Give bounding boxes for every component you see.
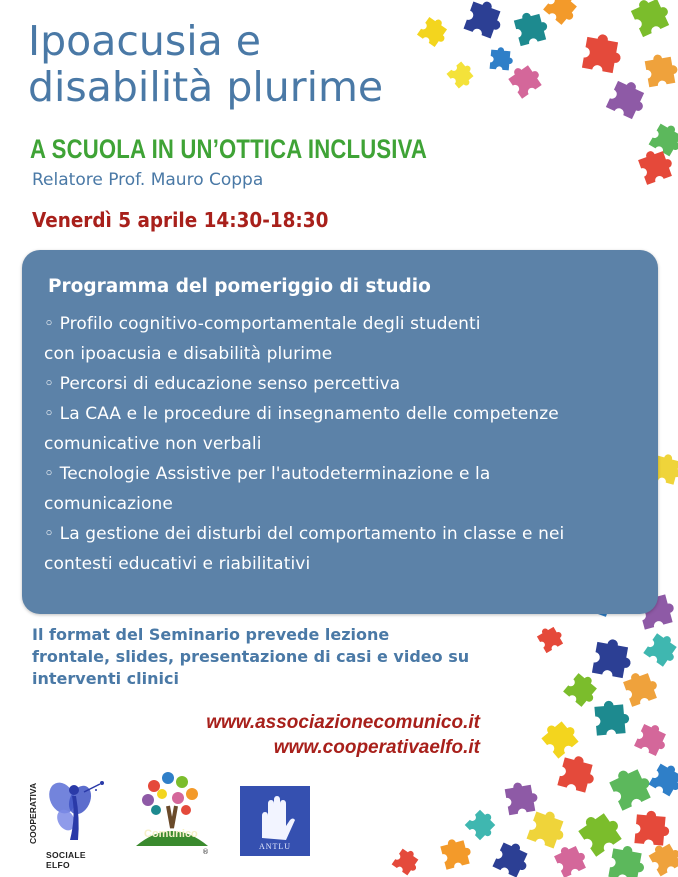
program-panel (22, 250, 658, 614)
program-line-8: ◦ La gestione dei disturbi del comportamento in classe e nei (44, 524, 565, 544)
program-list (44, 309, 640, 579)
comunico-wordmark: Comunico (144, 828, 198, 840)
website-links (180, 710, 480, 760)
format-line-3: interventi clinici (32, 669, 179, 688)
antlu-wordmark: ANTLU (258, 842, 292, 851)
title-line-1: Ipoacusia e (28, 17, 261, 65)
format-line-1: Il format del Seminario prevede lezione (32, 625, 390, 644)
program-line-5: comunicative non verbali (44, 434, 262, 454)
link-cooperativa-elfo[interactable]: www.cooperativaelfo.it (273, 737, 480, 758)
format-line-2: frontale, slides, presentazione di casi e video su (32, 647, 470, 666)
elfo-vertical-text: COOPERATIVA (28, 782, 38, 844)
link-associazione-comunico[interactable]: www.associazionecomunico.it (206, 712, 480, 733)
logo-antlu (240, 786, 310, 856)
registered-mark: ® (202, 848, 209, 856)
page-title (28, 18, 383, 110)
format-description (32, 624, 502, 690)
program-line-1: ◦ Profilo cognitivo-comportamentale degli studenti (44, 314, 481, 334)
program-line-9: contesti educativi e riabilitativi (44, 554, 311, 574)
speaker: Relatore Prof. Mauro Coppa (32, 170, 264, 190)
logo-comunico (132, 770, 212, 860)
puzzle-top-right (417, 0, 678, 185)
program-line-3: ◦ Percorsi di educazione senso percettiva (44, 374, 401, 394)
logo-cooperativa-elfo (28, 776, 108, 870)
tree-of-hands-icon (132, 770, 212, 860)
program-line-7: comunicazione (44, 494, 173, 514)
subtitle: A SCUOLA IN UN’OTTICA INCLUSIVA (30, 134, 428, 164)
event-date: Venerdì 5 aprile 14:30-18:30 (32, 208, 329, 232)
program-line-6: ◦ Tecnologie Assistive per l'autodeterminazione e la (44, 464, 491, 484)
elfo-bottom-text: SOCIALE ELFO (46, 850, 86, 870)
program-title: Programma del pomeriggio di studio (48, 276, 431, 297)
fairy-icon (28, 776, 108, 852)
program-line-4: ◦ La CAA e le procedure di insegnamento delle competenze (44, 404, 559, 424)
title-line-2: disabilità plurime (28, 63, 384, 111)
program-line-2: con ipoacusia e disabilità plurime (44, 344, 333, 364)
